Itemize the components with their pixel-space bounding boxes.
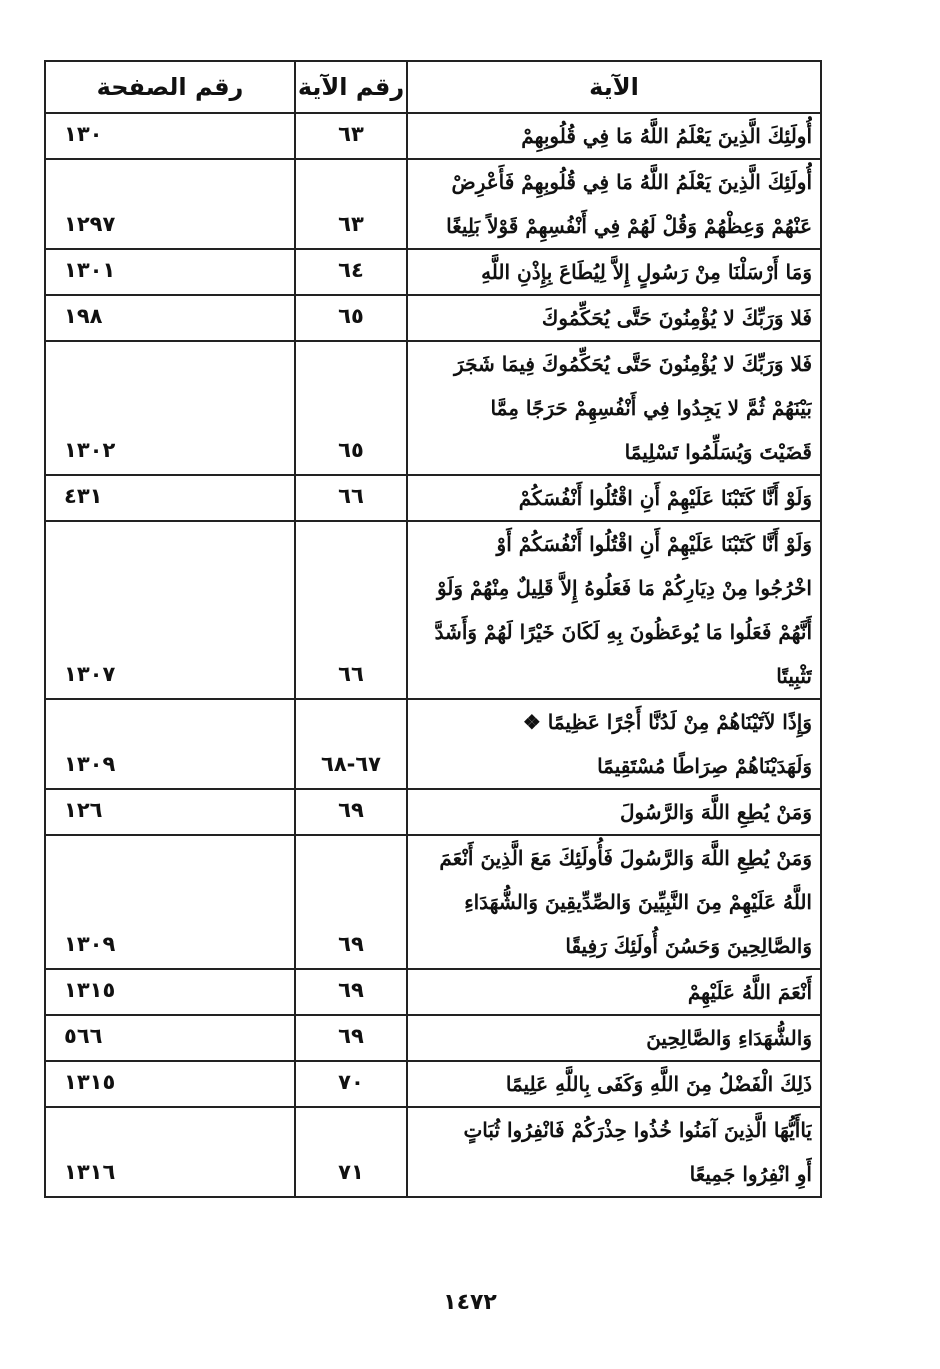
- verse-line: وَلَوْ أَنَّا كَتَبْنَا عَلَيْهِمْ أَنِ اقْتُلُوا أَنْفُسَكُمْ: [518, 486, 812, 510]
- table-row: [45, 969, 821, 1015]
- page-number: ١٤٧٢: [443, 1290, 497, 1315]
- page-number-cell: ١٣١٥: [45, 1061, 295, 1107]
- verse-line: وَمَا أَرْسَلْنَا مِنْ رَسُولٍ إِلاَّ لِيُطَاعَ بِإِذْنِ اللَّهِ: [481, 260, 812, 284]
- page-number-cell: ١٣٠٢: [45, 341, 295, 475]
- table-row: [45, 113, 821, 159]
- verse-line: اللَّهُ عَلَيْهِمْ مِنَ النَّبِيِّينَ وَالصِّدِّيقِينَ وَالشُّهَدَاءِ: [464, 890, 812, 914]
- verse-cell: [407, 969, 821, 1015]
- table-row: [45, 159, 821, 249]
- verse-line: أَنْعَمَ اللَّهُ عَلَيْهِمْ: [687, 980, 812, 1004]
- verse-number-cell: ٧١: [295, 1107, 407, 1197]
- verse-cell: [407, 699, 821, 789]
- page-number-cell: ٤٣١: [45, 475, 295, 521]
- verse-index-table: [44, 60, 822, 1198]
- table-row: [45, 249, 821, 295]
- verse-line: أُولَئِكَ الَّذِينَ يَعْلَمُ اللَّهُ مَا فِي قُلُوبِهِمْ فَأَعْرِضْ: [451, 170, 812, 194]
- table-row: [45, 341, 821, 475]
- verse-line: عَنْهُمْ وَعِظْهُمْ وَقُلْ لَهُمْ فِي أَنْفُسِهِمْ قَوْلاً بَلِيغًا: [446, 214, 812, 238]
- verse-number-cell: ٦٥: [295, 295, 407, 341]
- verse-number-cell: ٦٩: [295, 969, 407, 1015]
- verse-line: أَوِ انْفِرُوا جَمِيعًا: [689, 1162, 812, 1186]
- verse-number-cell: ٦٣: [295, 159, 407, 249]
- table-row: [45, 699, 821, 789]
- verse-number-cell: ٦٦: [295, 521, 407, 699]
- page-number-cell: ١٣١٥: [45, 969, 295, 1015]
- page-number-cell: ١٣٠٩: [45, 835, 295, 969]
- table-row: [45, 1061, 821, 1107]
- verse-cell: [407, 1061, 821, 1107]
- page-number-cell: ١٩٨: [45, 295, 295, 341]
- verse-number-cell: ٦٧-٦٨: [295, 699, 407, 789]
- verse-line: تَثْبِيتًا: [776, 664, 812, 688]
- header-verse-number: رقم الآية: [295, 61, 407, 113]
- verse-cell: [407, 249, 821, 295]
- verse-cell: [407, 1015, 821, 1061]
- header-page-number: رقم الصفحة: [45, 61, 295, 113]
- verse-line: وَلَوْ أَنَّا كَتَبْنَا عَلَيْهِمْ أَنِ اقْتُلُوا أَنْفُسَكُمْ أَوْ: [496, 532, 812, 556]
- verse-cell: [407, 475, 821, 521]
- verse-cell: [407, 789, 821, 835]
- verse-line: فَلا وَرَبِّكَ لا يُؤْمِنُونَ حَتَّى يُحَكِّمُوكَ: [541, 306, 812, 330]
- table-body: [45, 113, 821, 1197]
- verse-number-cell: ٦٦: [295, 475, 407, 521]
- table-row: [45, 475, 821, 521]
- verse-number-cell: ٦٤: [295, 249, 407, 295]
- verse-cell: [407, 521, 821, 699]
- page-number-cell: ١٣٠٧: [45, 521, 295, 699]
- verse-cell: [407, 835, 821, 969]
- verse-number-cell: ٦٩: [295, 835, 407, 969]
- verse-cell: [407, 159, 821, 249]
- header-verse: الآية: [407, 61, 821, 113]
- page-number-cell: ١٢٦: [45, 789, 295, 835]
- verse-number-cell: ٦٣: [295, 113, 407, 159]
- verse-line: وَالشُّهَدَاءِ وَالصَّالِحِينَ: [646, 1026, 812, 1050]
- table-row: [45, 1015, 821, 1061]
- table-row: [45, 835, 821, 969]
- verse-line: فَلا وَرَبِّكَ لا يُؤْمِنُونَ حَتَّى يُحَكِّمُوكَ فِيمَا شَجَرَ: [454, 352, 812, 376]
- verse-line: وَالصَّالِحِينَ وَحَسُنَ أُولَئِكَ رَفِيقًا: [565, 934, 812, 958]
- verse-line: وَإِذًا لآتَيْنَاهُمْ مِنْ لَدُنَّا أَجْرًا عَظِيمًا ❖: [522, 710, 812, 734]
- verse-line: وَلَهَدَيْنَاهُمْ صِرَاطًا مُسْتَقِيمًا: [597, 754, 812, 778]
- verse-cell: [407, 1107, 821, 1197]
- table-row: [45, 521, 821, 699]
- verse-number-cell: ٦٩: [295, 789, 407, 835]
- verse-line: أَنَّهُمْ فَعَلُوا مَا يُوعَظُونَ بِهِ لَكَانَ خَيْرًا لَهُمْ وَأَشَدَّ: [434, 620, 812, 644]
- verse-number-cell: ٦٥: [295, 341, 407, 475]
- page-number-cell: ١٣٠٩: [45, 699, 295, 789]
- verse-cell: [407, 295, 821, 341]
- verse-cell: [407, 341, 821, 475]
- table-row: [45, 295, 821, 341]
- verse-line: ذَلِكَ الْفَضْلُ مِنَ اللَّهِ وَكَفَى بِاللَّهِ عَلِيمًا: [505, 1072, 812, 1096]
- verse-number-cell: ٦٩: [295, 1015, 407, 1061]
- verse-cell: [407, 113, 821, 159]
- verse-line: يَاأَيُّهَا الَّذِينَ آمَنُوا خُذُوا حِذْرَكُمْ فَانْفِرُوا ثُبَاتٍ: [463, 1118, 812, 1142]
- verse-line: بَيْنَهُمْ ثُمَّ لا يَجِدُوا فِي أَنْفُسِهِمْ حَرَجًا مِمَّا: [490, 396, 812, 420]
- page-number-cell: ٥٦٦: [45, 1015, 295, 1061]
- verse-line: وَمَنْ يُطِعِ اللَّهَ وَالرَّسُولَ: [619, 800, 812, 824]
- page-number-cell: ١٢٩٧: [45, 159, 295, 249]
- header-row: [45, 61, 821, 113]
- verse-line: اخْرُجُوا مِنْ دِيَارِكُمْ مَا فَعَلُوهُ إِلاَّ قَلِيلٌ مِنْهُمْ وَلَوْ: [436, 576, 812, 600]
- page-number-cell: ١٣١٦: [45, 1107, 295, 1197]
- verse-line: أُولَئِكَ الَّذِينَ يَعْلَمُ اللَّهُ مَا فِي قُلُوبِهِمْ: [521, 124, 812, 148]
- page-number-cell: ١٣٠١: [45, 249, 295, 295]
- table-row: [45, 789, 821, 835]
- verse-number-cell: ٧٠: [295, 1061, 407, 1107]
- table-row: [45, 1107, 821, 1197]
- page-number-cell: ١٣٠: [45, 113, 295, 159]
- verse-line: وَمَنْ يُطِعِ اللَّهَ وَالرَّسُولَ فَأُولَئِكَ مَعَ الَّذِينَ أَنْعَمَ: [439, 846, 812, 870]
- verse-line: قَضَيْتَ وَيُسَلِّمُوا تَسْلِيمًا: [624, 440, 812, 464]
